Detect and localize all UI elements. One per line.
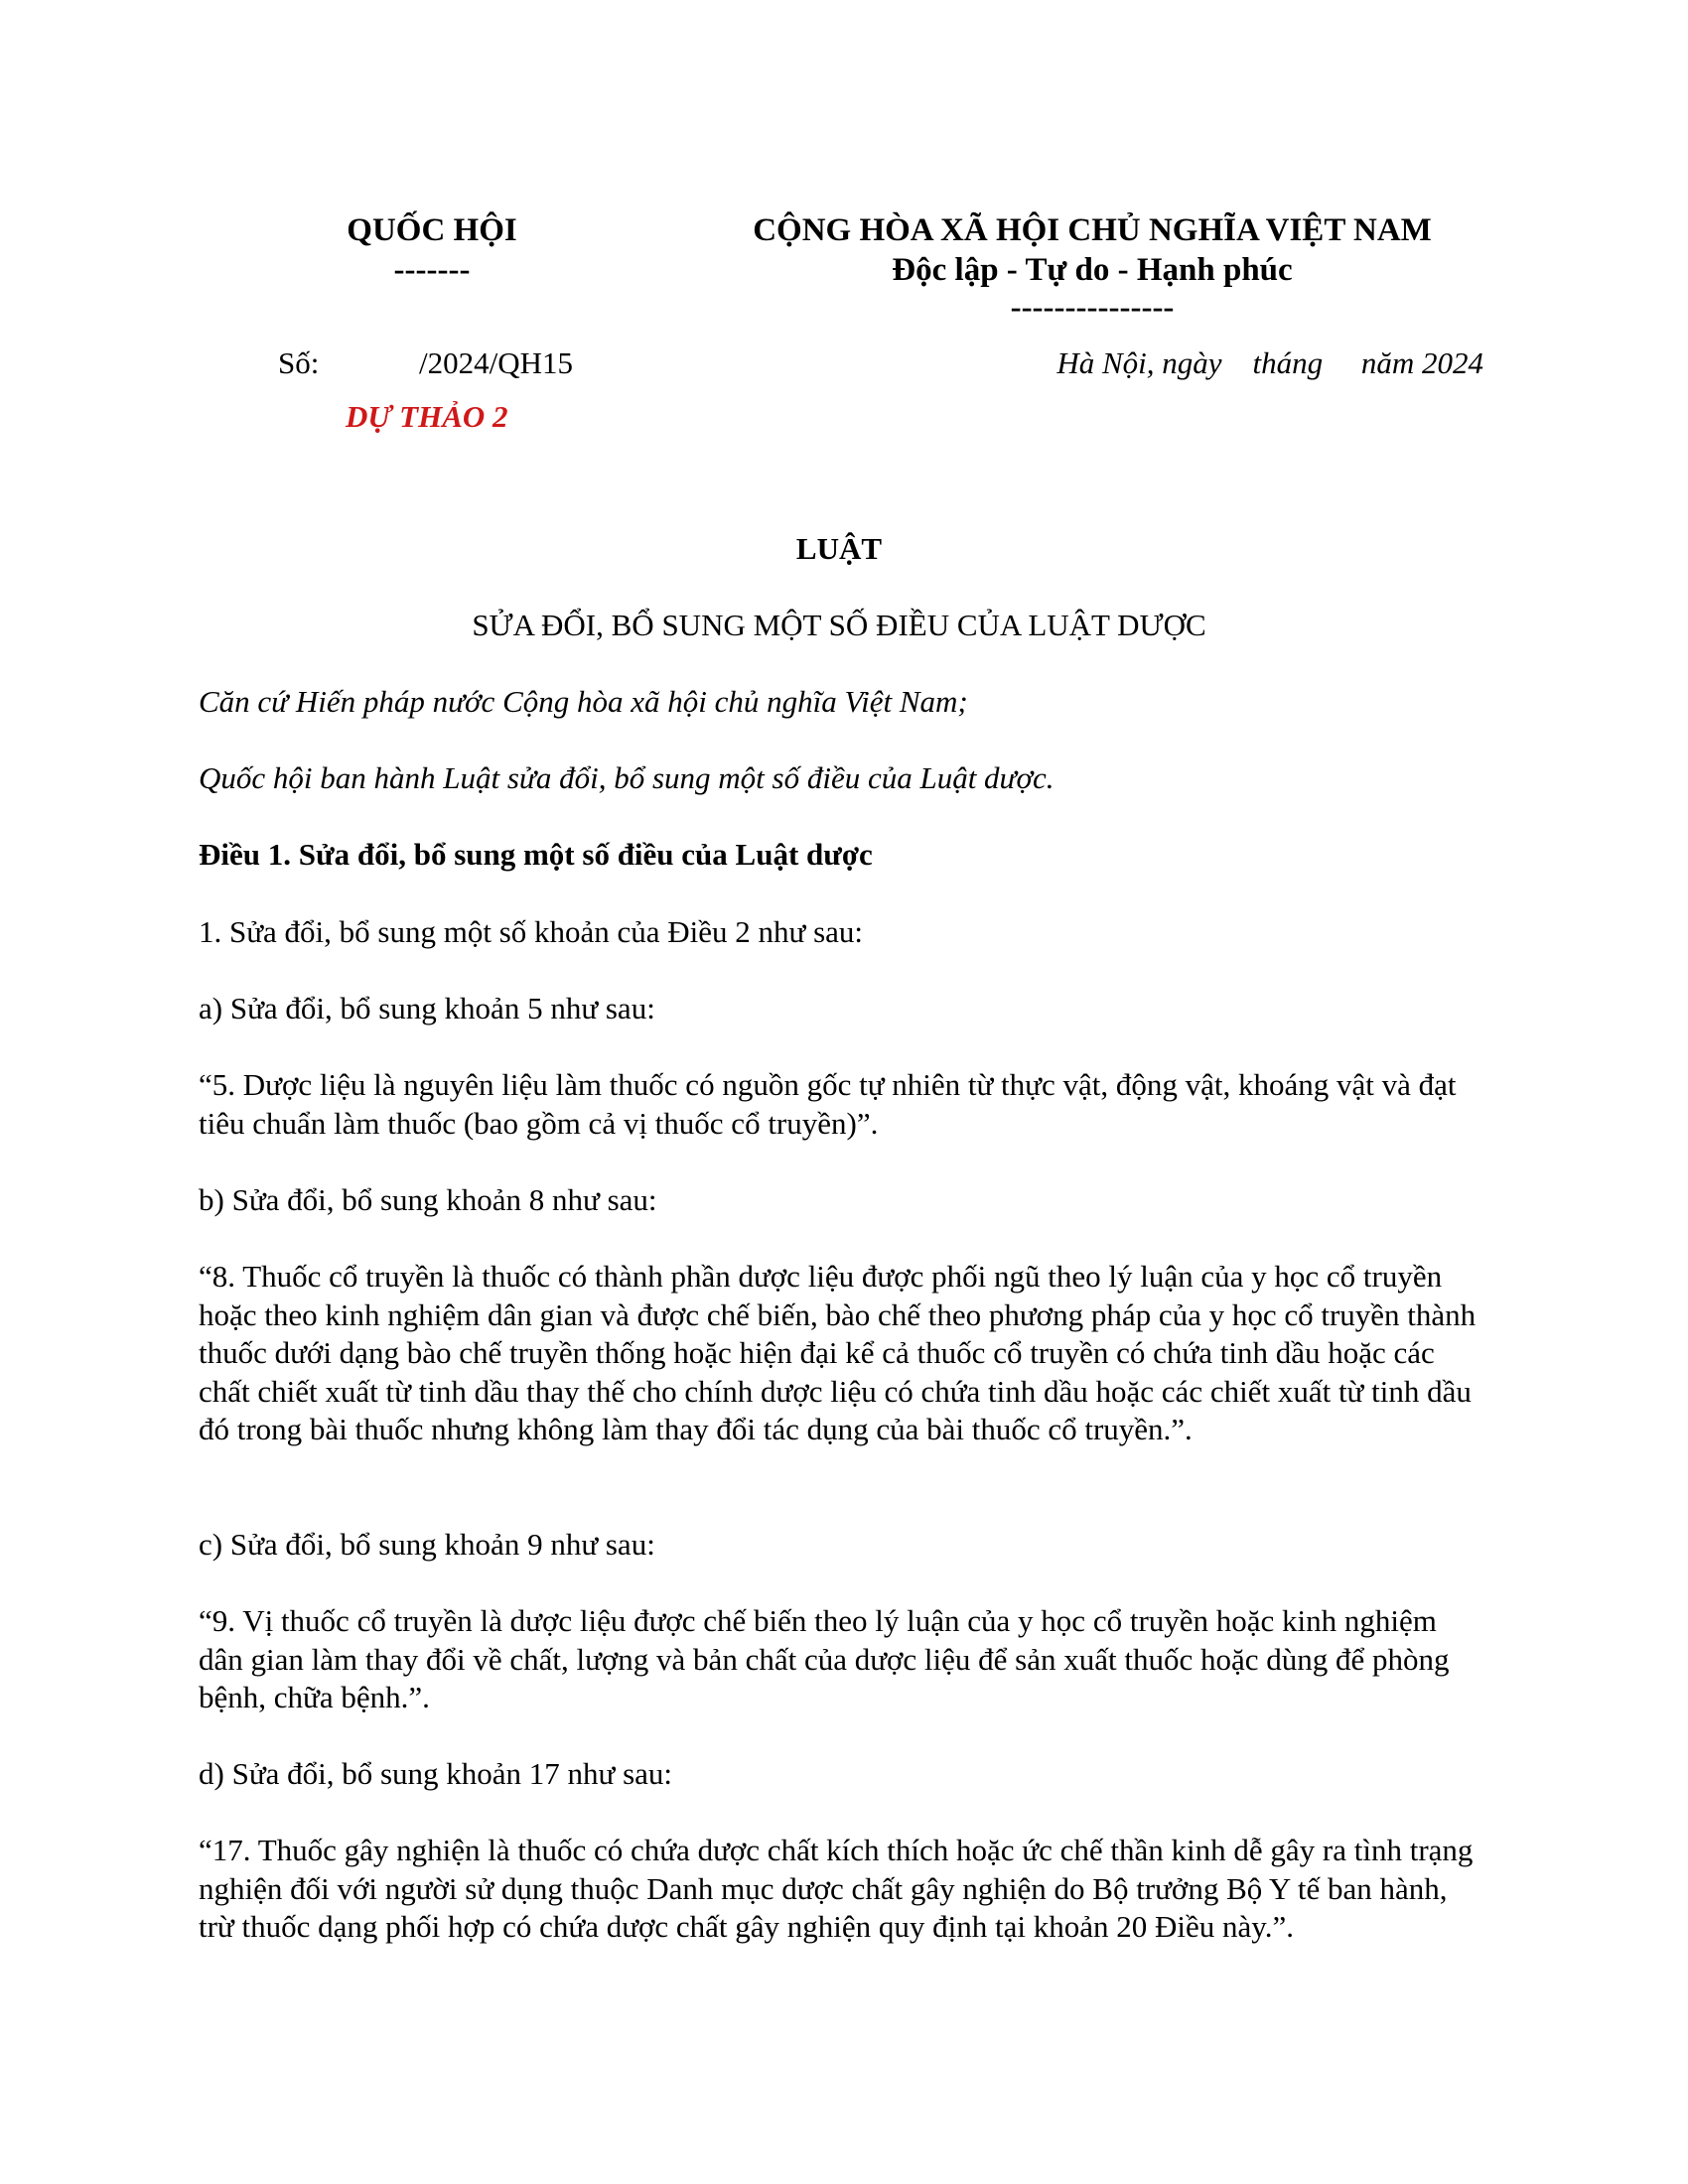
- clause-intro: 1. Sửa đổi, bổ sung một số khoản của Điều 2 như sau:: [199, 914, 864, 949]
- document-number: /2024/QH15: [419, 345, 573, 380]
- point-b: b) Sửa đổi, bổ sung khoản 8 như sau:: [199, 1182, 657, 1217]
- item-9-text: “9. Vị thuốc cổ truyền là dược liệu được chế biến theo lý luận của y học cổ truyền hoặc kinh nghiệm dân gian làm thay đổi về chất, lượng và bản chất của dược liệu để sản xuất thuốc hoặc dùng để phòng bệnh, chữa bệnh.”.: [199, 1603, 1450, 1714]
- article-heading: Điều 1. Sửa đổi, bổ sung một số điều của Luật dược: [199, 837, 873, 872]
- national-motto: Độc lập - Tự do - Hạnh phúc: [892, 252, 1293, 288]
- item-5-text: “5. Dược liệu là nguyên liệu làm thuốc có nguồn gốc tự nhiên từ thực vật, động vật, khoáng vật và đạt tiêu chuẩn làm thuốc (bao gồm cả vị thuốc cổ truyền)”.: [199, 1067, 1457, 1141]
- preamble-basis: Căn cứ Hiến pháp nước Cộng hòa xã hội chủ nghĩa Việt Nam;: [199, 684, 968, 719]
- point-d: d) Sửa đổi, bổ sung khoản 17 như sau:: [199, 1756, 673, 1791]
- place-date: Hà Nội, ngày tháng năm 2024: [1056, 345, 1483, 380]
- motto-rule: ---------------: [1010, 290, 1175, 326]
- issuer-title: QUỐC HỘI: [347, 212, 517, 248]
- country-title: CỘNG HÒA XÃ HỘI CHỦ NGHĨA VIỆT NAM: [753, 212, 1432, 248]
- item-17-text: “17. Thuốc gây nghiện là thuốc có chứa dược chất kích thích hoặc ức chế thần kinh dễ gây ra tình trạng nghiện đối với người sử dụng thuộc Danh mục dược chất gây nghiện do Bộ trưởng Bộ Y tế ban hành, trừ thuốc dạng phối hợp có chứa dược chất gây nghiện quy định tại khoản 20 Điều này.”.: [199, 1833, 1474, 1944]
- law-title: LUẬT: [795, 531, 883, 566]
- point-a: a) Sửa đổi, bổ sung khoản 5 như sau:: [199, 991, 655, 1025]
- draft-label: DỰ THẢO 2: [346, 399, 508, 434]
- issuer-rule: -------: [393, 252, 471, 288]
- point-c: c) Sửa đổi, bổ sung khoản 9 như sau:: [199, 1527, 655, 1562]
- number-label: Số:: [278, 345, 320, 380]
- preamble-enactment: Quốc hội ban hành Luật sửa đổi, bổ sung một số điều của Luật dược.: [199, 760, 1055, 795]
- law-subtitle: SỬA ĐỔI, BỔ SUNG MỘT SỐ ĐIỀU CỦA LUẬT DƯỢC: [472, 608, 1206, 642]
- item-8-text: “8. Thuốc cổ truyền là thuốc có thành phần dược liệu được phối ngũ theo lý luận của y học cổ truyền hoặc theo kinh nghiệm dân gian và được chế biến, bào chế theo phương pháp của y học cổ truyền thành thuốc dưới dạng bào chế truyền thống hoặc hiện đại kể cả thuốc cổ truyền có chứa tinh dầu hoặc các chất chiết xuất từ tinh dầu thay thế cho chính dược liệu có chứa tinh dầu hoặc các chiết xuất từ tinh dầu đó trong bài thuốc nhưng không làm thay đổi tác dụng của bài thuốc cổ truyền.”.: [199, 1259, 1477, 1446]
